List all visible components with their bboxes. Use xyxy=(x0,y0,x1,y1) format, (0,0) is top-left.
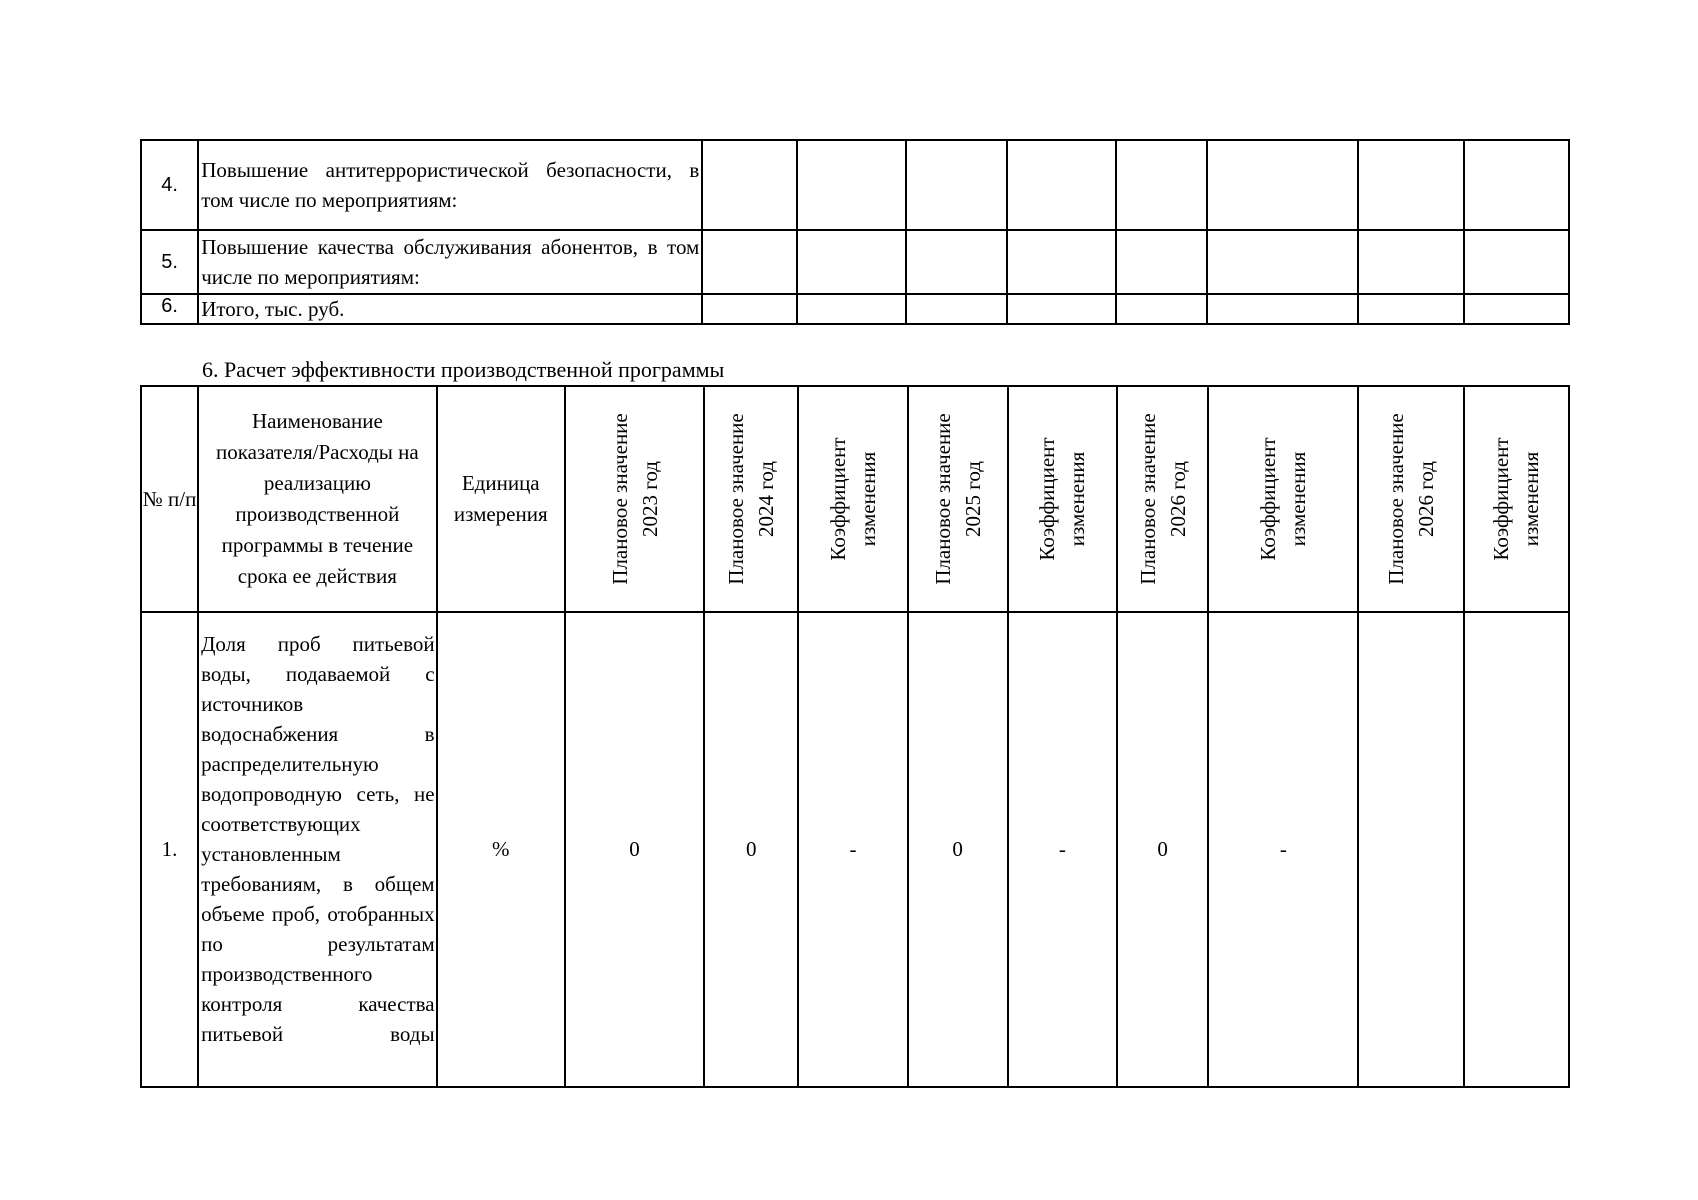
header-plan-2025: Плановое значение 2025 год xyxy=(908,386,1008,612)
value-2026-b xyxy=(1358,612,1463,1087)
table-row xyxy=(141,612,1569,1087)
value-2023: 0 xyxy=(565,612,704,1087)
value-2025: 0 xyxy=(908,612,1008,1087)
header-row xyxy=(141,386,1569,612)
expenses-table-continued xyxy=(140,139,1570,325)
row-description: Повышение антитеррористической безопасности, в том числе по мероприятиям: xyxy=(198,140,702,230)
row-number: 5. xyxy=(141,230,198,294)
row-description: Доля проб питьевой воды, подаваемой с источников водоснабжения в распределительную водопроводную сеть, не соответствующих установленным требованиям, в общем объеме проб, отобранных по результатам производственного контроля качества питьевой воды xyxy=(198,612,437,1087)
section-title: 6. Расчет эффективности производственной программы xyxy=(202,357,725,382)
header-plan-2026-b: Плановое значение 2026 год xyxy=(1358,386,1463,612)
table-row xyxy=(141,140,1569,230)
row-description: Итого, тыс. руб. xyxy=(198,294,702,324)
value-2024: 0 xyxy=(704,612,798,1087)
header-coef-3: Коэффициент изменения xyxy=(1208,386,1358,612)
efficiency-table xyxy=(140,385,1570,1088)
header-coef-2: Коэффициент изменения xyxy=(1008,386,1117,612)
header-coef-4: Коэффициент изменения xyxy=(1464,386,1569,612)
table-row xyxy=(141,230,1569,294)
header-plan-2024: Плановое значение 2024 год xyxy=(704,386,798,612)
header-unit: Единица измерения xyxy=(437,386,565,612)
row-number: 4. xyxy=(141,140,198,230)
unit-value: % xyxy=(437,612,565,1087)
row-number: 6. xyxy=(141,294,198,324)
row-description: Повышение качества обслуживания абонентов, в том числе по мероприятиям: xyxy=(198,230,702,294)
header-coef-1: Коэффициент изменения xyxy=(798,386,907,612)
row-number: 1. xyxy=(141,612,198,1087)
header-name: Наименование показателя/Расходы на реализацию производственной программы в течение срока ее действия xyxy=(198,386,437,612)
coef-1-value: - xyxy=(798,612,907,1087)
header-num: № п/п xyxy=(141,386,198,612)
value-2026: 0 xyxy=(1117,612,1208,1087)
header-plan-2026: Плановое значение 2026 год xyxy=(1117,386,1208,612)
coef-3-value: - xyxy=(1208,612,1358,1087)
table-row xyxy=(141,294,1569,324)
coef-2-value: - xyxy=(1008,612,1117,1087)
header-plan-2023: Плановое значение 2023 год xyxy=(565,386,704,612)
coef-4-value xyxy=(1464,612,1569,1087)
